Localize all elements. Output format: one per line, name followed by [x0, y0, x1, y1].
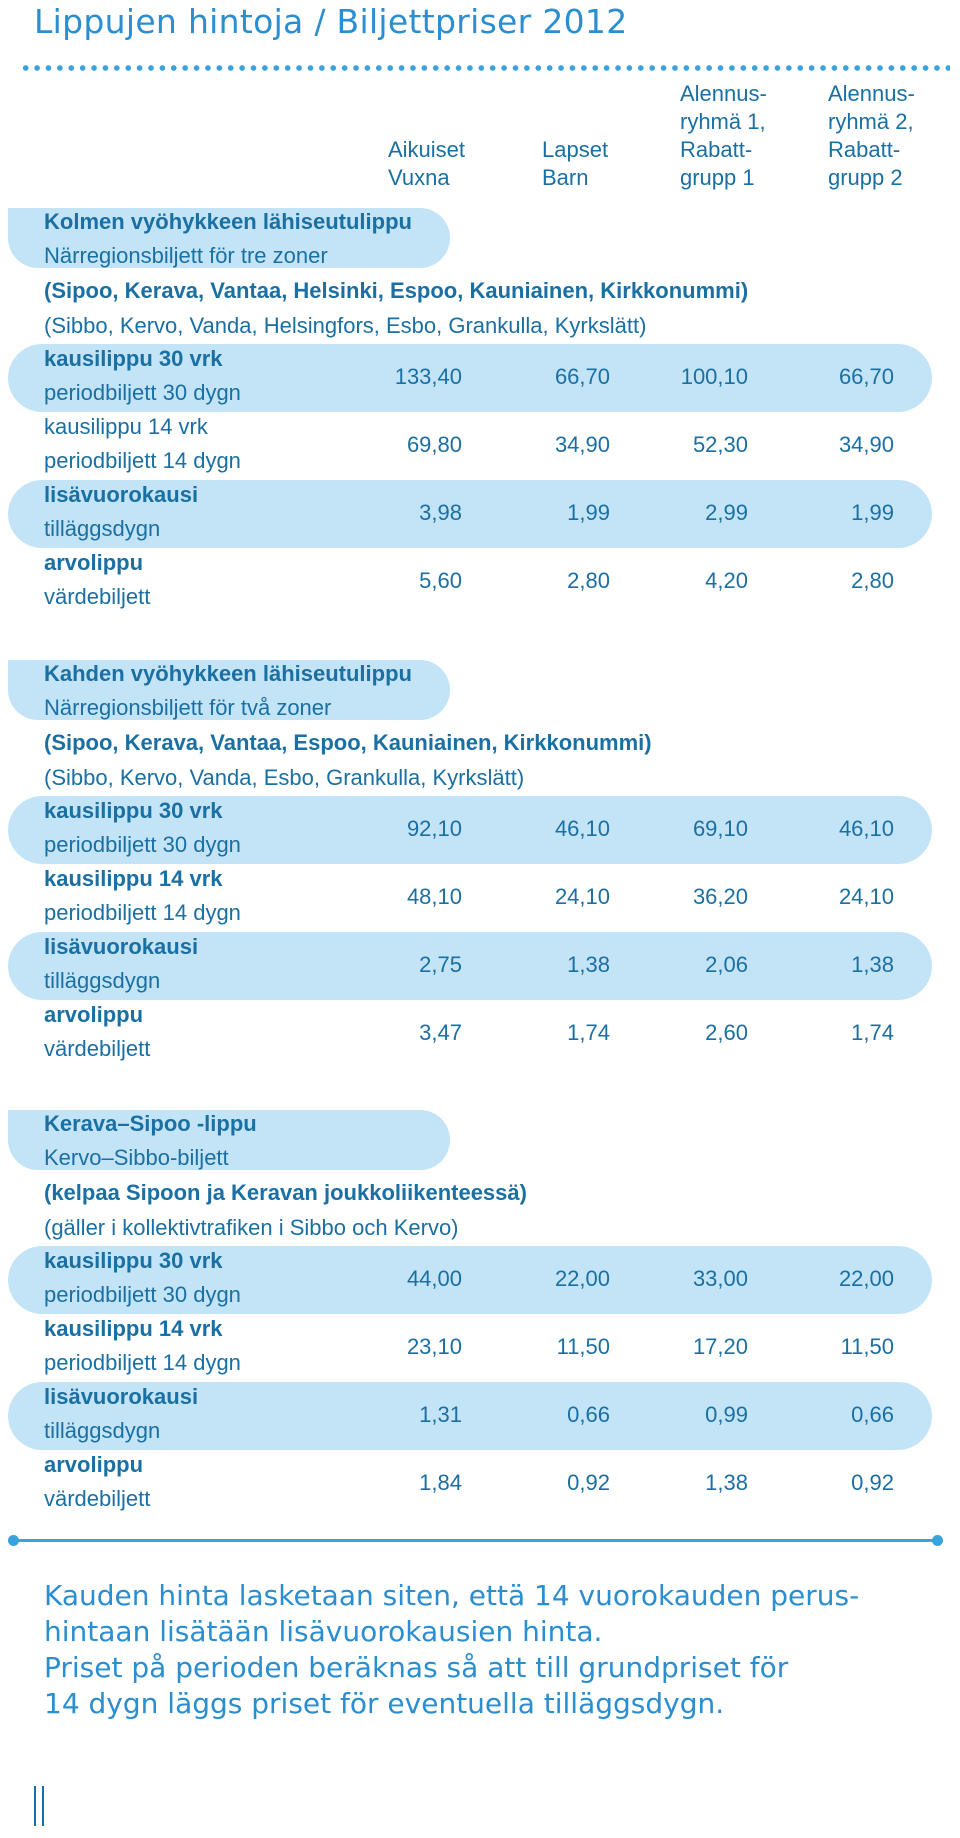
ticket-type-fi: lisävuorokausi: [44, 482, 199, 507]
column-header-line: Lapset: [542, 137, 609, 162]
column-header-line: Vuxna: [388, 165, 450, 190]
price-cell: 1,38: [851, 952, 894, 977]
price-cell: 46,10: [554, 816, 610, 841]
price-cell: 4,20: [705, 568, 748, 593]
ticket-type-fi: kausilippu 30 vrk: [44, 798, 223, 823]
ticket-type-label: [44, 1448, 150, 1516]
ticket-type-sv: tilläggsdygn: [44, 968, 161, 993]
price-cell: 1,31: [419, 1402, 462, 1427]
price-cell: 133,40: [394, 364, 462, 389]
price-cell: 48,10: [406, 884, 462, 909]
price-cell: 17,20: [692, 1334, 748, 1359]
column-header-line: Rabatt-: [828, 137, 901, 162]
ticket-type-label: [44, 794, 241, 862]
price-cell: 2,99: [705, 500, 748, 525]
price-cell: 34,90: [554, 432, 610, 457]
price-cell: 44,00: [406, 1266, 462, 1291]
price-cell: 24,10: [554, 884, 610, 909]
column-header-line: grupp 1: [680, 165, 755, 190]
column-header-line: Barn: [542, 165, 589, 190]
ticket-type-sv: värdebiljett: [44, 1036, 151, 1061]
column-header-adults: [388, 80, 465, 192]
price-cell: 1,99: [567, 500, 610, 525]
price-cell: 11,50: [556, 1334, 610, 1359]
price-cell: 3,98: [419, 500, 462, 525]
ticket-type-sv: värdebiljett: [44, 584, 151, 609]
column-header-line: ryhmä 2,: [828, 109, 914, 134]
column-header-line: grupp 2: [828, 165, 903, 190]
price-cell: 1,74: [851, 1020, 894, 1045]
price-cell: 0,99: [705, 1402, 748, 1427]
ticket-type-fi: lisävuorokausi: [44, 1384, 199, 1409]
note-line: 14 dygn läggs priset för eventuella tilläggsdygn.: [44, 1687, 725, 1720]
price-cell: 5,60: [419, 568, 462, 593]
section-title-sv: Närregionsbiljett för två zoner: [44, 695, 332, 720]
ticket-type-label: [44, 998, 150, 1066]
ticket-type-fi: kausilippu 14 vrk: [44, 866, 223, 891]
column-header-discount-group-1: [680, 80, 767, 192]
price-cell: 0,66: [567, 1402, 610, 1427]
price-cell: 24,10: [838, 884, 894, 909]
ticket-type-fi: arvolippu: [44, 1452, 144, 1477]
price-cell: 2,75: [419, 952, 462, 977]
ticket-type-label: [44, 410, 241, 478]
column-header-line: Alennus-: [828, 81, 915, 106]
column-header-discount-group-2: [828, 80, 915, 192]
ticket-type-label: [44, 1380, 198, 1448]
price-cell: 1,99: [851, 500, 894, 525]
ticket-type-sv: periodbiljett 30 dygn: [44, 832, 241, 857]
price-cell: 92,10: [406, 816, 462, 841]
zone-list-fi: (Sipoo, Kerava, Vantaa, Espoo, Kauniainen, Kirkkonummi): [44, 730, 652, 755]
section-title-fi: Kerava–Sipoo -lippu: [44, 1111, 257, 1136]
page-marker: [34, 1786, 44, 1826]
note-line: hintaan lisätään lisävuorokausien hinta.: [44, 1615, 603, 1648]
price-cell: 1,84: [419, 1470, 462, 1495]
column-header-line: ryhmä 1,: [680, 109, 766, 134]
ticket-type-label: [44, 1312, 241, 1380]
price-cell: 34,90: [838, 432, 894, 457]
ticket-type-sv: periodbiljett 14 dygn: [44, 900, 241, 925]
ticket-type-label: [44, 1244, 241, 1312]
ticket-type-fi: kausilippu 14 vrk: [44, 1316, 223, 1341]
column-header-children: [542, 80, 608, 192]
price-cell: 0,92: [567, 1470, 610, 1495]
dotted-divider: [20, 64, 950, 72]
divider-end-dot: [932, 1535, 943, 1546]
ticket-type-fi: kausilippu 30 vrk: [44, 1248, 223, 1273]
price-cell: 69,10: [692, 816, 748, 841]
ticket-type-sv: periodbiljett 30 dygn: [44, 1282, 241, 1307]
price-cell: 52,30: [692, 432, 748, 457]
price-cell: 66,70: [838, 364, 894, 389]
section-title-fi: Kolmen vyöhykkeen lähiseutulippu: [44, 209, 412, 234]
price-cell: 69,80: [406, 432, 462, 457]
price-cell: 1,74: [567, 1020, 610, 1045]
price-cell: 33,00: [692, 1266, 748, 1291]
zone-list-sv: (Sibbo, Kervo, Vanda, Esbo, Grankulla, Kyrkslätt): [44, 765, 525, 790]
column-header-line: Rabatt-: [680, 137, 753, 162]
price-cell: 2,80: [851, 568, 894, 593]
zone-list-sv: (gäller i kollektivtrafiken i Sibbo och Kervo): [44, 1215, 459, 1240]
pricing-note: [44, 1578, 859, 1722]
price-cell: 46,10: [838, 816, 894, 841]
ticket-type-label: [44, 342, 241, 410]
price-cell: 22,00: [554, 1266, 610, 1291]
price-cell: 0,92: [851, 1470, 894, 1495]
ticket-type-sv: periodbiljett 30 dygn: [44, 380, 241, 405]
price-cell: 100,10: [680, 364, 748, 389]
zone-list-sv: (Sibbo, Kervo, Vanda, Helsingfors, Esbo, Grankulla, Kyrkslätt): [44, 313, 647, 338]
price-cell: 2,80: [567, 568, 610, 593]
price-cell: 36,20: [692, 884, 748, 909]
note-line: Priset på perioden beräknas så att till grundpriset för: [44, 1651, 789, 1684]
price-cell: 23,10: [406, 1334, 462, 1359]
ticket-type-label: [44, 546, 150, 614]
column-header-line: Aikuiset: [388, 137, 466, 162]
price-cell: 0,66: [851, 1402, 894, 1427]
ticket-type-fi: arvolippu: [44, 1002, 144, 1027]
ticket-type-label: [44, 478, 198, 546]
ticket-type-sv: värdebiljett: [44, 1486, 151, 1511]
price-cell: 11,50: [840, 1334, 894, 1359]
section-title-sv: Kervo–Sibbo-biljett: [44, 1145, 229, 1170]
price-cell: 1,38: [705, 1470, 748, 1495]
ticket-type-sv: periodbiljett 14 dygn: [44, 448, 241, 473]
ticket-type-sv: tilläggsdygn: [44, 1418, 161, 1443]
ticket-type-fi: lisävuorokausi: [44, 934, 199, 959]
section-title-sv: Närregionsbiljett för tre zoner: [44, 243, 328, 268]
section-divider: [12, 1539, 938, 1542]
column-header-line: Alennus-: [680, 81, 767, 106]
price-cell: 2,60: [705, 1020, 748, 1045]
zone-list-fi: (kelpaa Sipoon ja Keravan joukkoliikenteessä): [44, 1180, 527, 1205]
ticket-type-fi: kausilippu 14 vrk: [44, 414, 208, 439]
price-cell: 66,70: [554, 364, 610, 389]
price-cell: 1,38: [567, 952, 610, 977]
ticket-type-sv: tilläggsdygn: [44, 516, 161, 541]
price-cell: 2,06: [705, 952, 748, 977]
price-cell: 22,00: [838, 1266, 894, 1291]
price-cell: 3,47: [419, 1020, 462, 1045]
ticket-type-label: [44, 930, 198, 998]
section-title-fi: Kahden vyöhykkeen lähiseutulippu: [44, 661, 412, 686]
note-line: Kauden hinta lasketaan siten, että 14 vuorokauden perus-: [44, 1579, 860, 1612]
ticket-type-sv: periodbiljett 14 dygn: [44, 1350, 241, 1375]
page-title: Lippujen hintoja / Biljettpriser 2012: [34, 2, 628, 41]
zone-list-fi: (Sipoo, Kerava, Vantaa, Helsinki, Espoo, Kauniainen, Kirkkonummi): [44, 278, 749, 303]
ticket-type-fi: arvolippu: [44, 550, 144, 575]
divider-end-dot: [8, 1535, 19, 1546]
ticket-type-fi: kausilippu 30 vrk: [44, 346, 223, 371]
ticket-type-label: [44, 862, 241, 930]
